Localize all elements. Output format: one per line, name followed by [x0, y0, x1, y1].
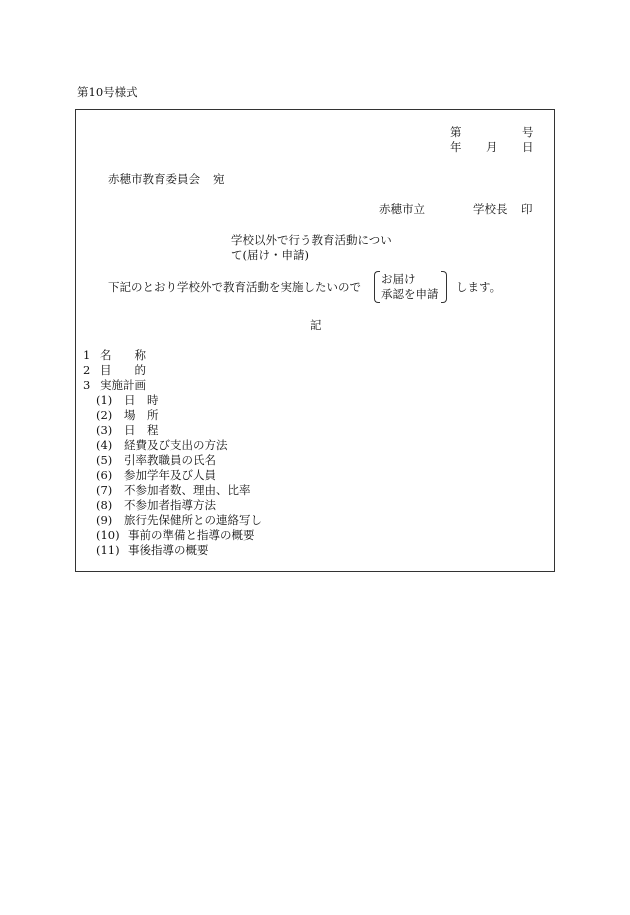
form-frame — [75, 109, 555, 572]
plan-item-label: 不参加者数、理由、比率 — [124, 483, 251, 497]
plan-item-label: 場 所 — [124, 408, 159, 422]
month-label: 月 — [486, 140, 498, 154]
plan-item-number: (1) — [96, 393, 113, 407]
item-label: 目 的 — [100, 363, 146, 377]
plan-item-number: (11) — [96, 543, 120, 557]
list-item — [83, 378, 90, 392]
brace-left — [374, 271, 380, 303]
plan-item-label: 引率教職員の氏名 — [124, 453, 216, 467]
option-notify: お届け — [381, 272, 416, 286]
seal-mark: 印 — [521, 202, 533, 216]
plan-item-label: 参加学年及び人員 — [124, 468, 216, 482]
plan-item-label: 日 時 — [124, 393, 159, 407]
plan-item-label: 日 程 — [124, 423, 159, 437]
plan-item-label: 旅行先保健所との連絡写し — [124, 513, 262, 527]
form-number: 第10号様式 — [77, 85, 138, 99]
plan-item-number: (10) — [96, 528, 120, 542]
addressee-name: 赤穂市教育委員会 — [108, 172, 200, 186]
item-number: 3 — [83, 378, 91, 392]
option-apply: 承認を申請 — [381, 287, 439, 301]
item-number: 1 — [83, 348, 91, 362]
plan-item-label: 経費及び支出の方法 — [124, 438, 228, 452]
item-label: 名 称 — [100, 348, 146, 362]
sender-title: 学校長 — [473, 202, 508, 216]
number-prefix: 第 — [450, 125, 462, 139]
day-label: 日 — [522, 140, 534, 154]
subject-line-1: 学校以外で行う教育活動につい — [231, 233, 392, 247]
plan-item-number: (2) — [96, 408, 113, 422]
year-label: 年 — [450, 140, 462, 154]
body-lead: 下記のとおり学校外で教育活動を実施したいので — [108, 280, 361, 294]
body-tail: します。 — [456, 280, 502, 294]
plan-item-number: (9) — [96, 513, 113, 527]
plan-item-number: (5) — [96, 453, 113, 467]
item-label: 実施計画 — [100, 378, 146, 392]
plan-item-number: (8) — [96, 498, 113, 512]
list-item — [83, 363, 90, 377]
list-item — [83, 348, 90, 362]
plan-item-label: 不参加者指導方法 — [124, 498, 216, 512]
subject-line-2: て(届け・申請) — [231, 248, 309, 262]
plan-item-number: (7) — [96, 483, 113, 497]
plan-item-number: (4) — [96, 438, 113, 452]
plan-item-label: 事前の準備と指導の概要 — [128, 528, 255, 542]
plan-item-number: (6) — [96, 468, 113, 482]
addressee-suffix: 宛 — [213, 172, 225, 186]
plan-item-number: (3) — [96, 423, 113, 437]
item-number: 2 — [83, 363, 91, 377]
plan-item-label: 事後指導の概要 — [128, 543, 209, 557]
brace-right — [441, 271, 447, 303]
number-suffix: 号 — [522, 125, 534, 139]
ki-heading: 記 — [310, 318, 322, 332]
sender-city-school: 赤穂市立 — [379, 202, 425, 216]
